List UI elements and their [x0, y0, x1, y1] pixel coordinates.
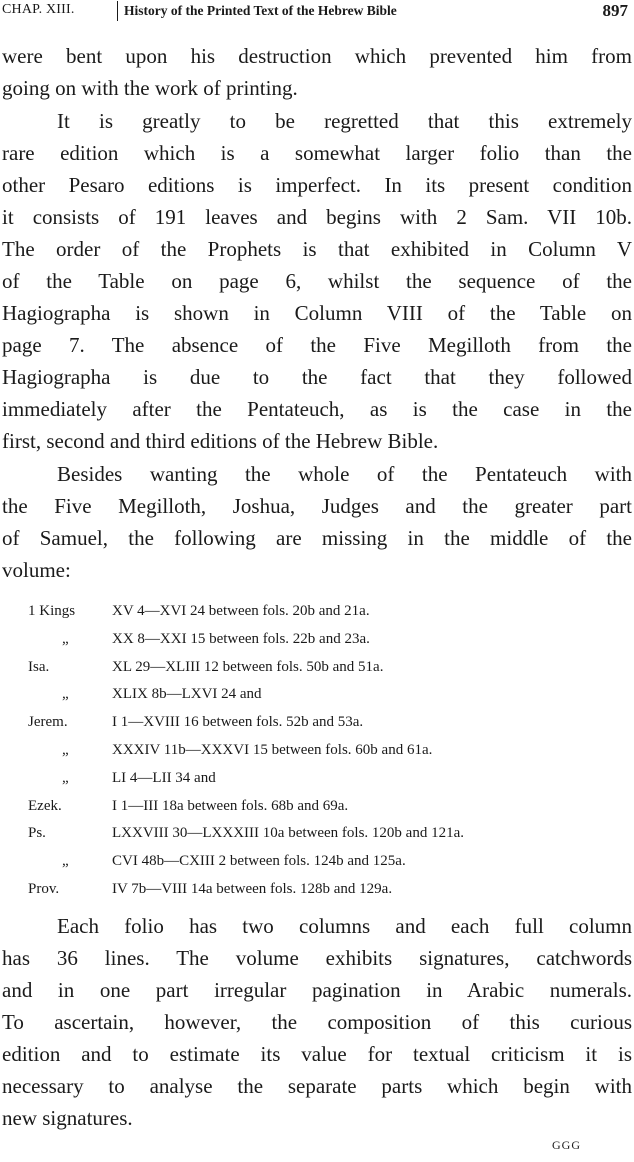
- text-line: Hagiographa is shown in Column VIII of the Table on: [2, 301, 632, 325]
- text-line: The order of the Prophets is that exhibited in Column V: [2, 237, 632, 261]
- passage-range: CVI 48b—CXIII 2 between fols. 124b and 125a.: [112, 853, 406, 870]
- ditto-mark: „: [62, 630, 69, 647]
- list-item: [0, 654, 634, 682]
- text-line: Each folio has two columns and each full column: [57, 914, 632, 938]
- book-name: Ezek.: [28, 797, 62, 814]
- text-line: and in one part irregular pagination in Arabic numerals.: [2, 978, 632, 1002]
- passage-range: XX 8—XXI 15 between fols. 22b and 23a.: [112, 630, 370, 647]
- missing-passages-list: [0, 598, 634, 904]
- ditto-mark: „: [62, 769, 69, 786]
- page-number: 897: [602, 1, 628, 20]
- book-name: Isa.: [28, 658, 50, 675]
- book-name: Prov.: [28, 880, 60, 897]
- text-line: Besides wanting the whole of the Pentateuch with: [57, 462, 632, 486]
- ditto-mark: „: [62, 686, 69, 703]
- text-line: of Samuel, the following are missing in the middle of the: [2, 526, 632, 550]
- text-line: the Five Megilloth, Joshua, Judges and the greater part: [2, 494, 632, 518]
- book-name: Jerem.: [28, 714, 68, 731]
- book-name: 1 Kings: [28, 603, 76, 619]
- list-item: [0, 876, 634, 904]
- signature-mark: GGG: [552, 1138, 581, 1152]
- running-title: History of the Printed Text of the Hebrew Bible: [124, 3, 397, 18]
- passage-range: XLIX 8b—LXVI 24 and: [112, 686, 262, 703]
- list-item: [0, 709, 634, 737]
- text-line: immediately after the Pentateuch, as is the case in the: [2, 397, 632, 421]
- passage-range: XXXIV 11b—XXXVI 15 between fols. 60b and 61a.: [112, 741, 433, 758]
- text-line: new signatures.: [2, 1106, 133, 1130]
- passage-range: XV 4—XVI 24 between fols. 20b and 21a.: [112, 603, 370, 619]
- list-item: [0, 598, 634, 626]
- running-header: [0, 0, 634, 26]
- text-line: first, second and third editions of the Hebrew Bible.: [2, 429, 439, 453]
- chapter-label: CHAP. XIII.: [2, 2, 75, 17]
- ditto-mark: „: [62, 853, 69, 870]
- passage-range: LXXVIII 30—LXXXIII 10a between fols. 120b and 121a.: [112, 825, 464, 842]
- text-line: has 36 lines. The volume exhibits signatures, catchwords: [2, 946, 632, 970]
- passage-range: LI 4—LII 34 and: [112, 769, 216, 786]
- list-item: [0, 820, 634, 848]
- ditto-mark: „: [62, 741, 69, 758]
- paragraph-folio-structure: [2, 910, 632, 1134]
- text-line: it consists of 191 leaves and begins with 2 Sam. VII 10b.: [2, 205, 632, 229]
- text-line: rare edition which is a somewhat larger folio than the: [2, 141, 632, 165]
- list-item: [0, 626, 634, 654]
- text-line: page 7. The absence of the Five Megilloth from the: [2, 333, 632, 357]
- text-line: volume:: [2, 558, 71, 582]
- list-item: [0, 765, 634, 793]
- text-line: going on with the work of printing.: [2, 76, 298, 100]
- paragraph-continuation: [2, 40, 632, 104]
- text-line: It is greatly to be regretted that this extremely: [57, 109, 632, 133]
- list-item: [0, 737, 634, 765]
- list-item: [0, 848, 634, 876]
- passage-range: I 1—XVIII 16 between fols. 52b and 53a.: [112, 714, 364, 731]
- passage-range: I 1—III 18a between fols. 68b and 69a.: [112, 797, 349, 814]
- text-line: other Pesaro editions is imperfect. In its present condition: [2, 173, 632, 197]
- text-line: were bent upon his destruction which prevented him from: [2, 44, 632, 68]
- list-item: [0, 793, 634, 821]
- passage-range: XL 29—XLIII 12 between fols. 50b and 51a.: [112, 658, 384, 675]
- passage-range: IV 7b—VIII 14a between fols. 128b and 129a.: [112, 880, 393, 897]
- list-item: [0, 681, 634, 709]
- text-line: necessary to analyse the separate parts which begin with: [2, 1074, 632, 1098]
- paragraph-missing-intro: [2, 458, 632, 586]
- text-line: Hagiographa is due to the fact that they followed: [2, 365, 632, 389]
- header-divider: [117, 1, 118, 21]
- book-name: Ps.: [28, 825, 46, 842]
- text-line: edition and to estimate its value for textual criticism it is: [2, 1042, 632, 1066]
- text-line: of the Table on page 6, whilst the sequence of the: [2, 269, 632, 293]
- text-line: To ascertain, however, the composition of this curious: [2, 1010, 632, 1034]
- paragraph-rare-edition: [2, 105, 632, 457]
